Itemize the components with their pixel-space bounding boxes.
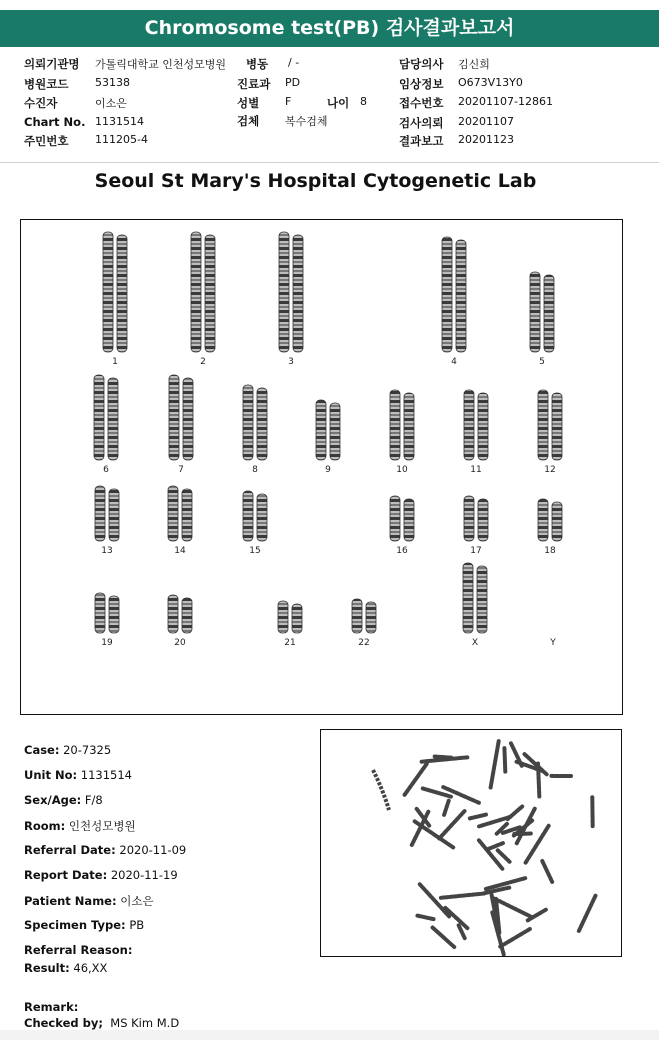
chromosome-21-a <box>278 601 288 633</box>
metaphase-chromosome <box>417 916 433 920</box>
unit-no-value: 1131514 <box>80 768 132 782</box>
receipt-no-value: 20201107-12861 <box>458 95 553 108</box>
chromosome-label-2: 2 <box>200 357 206 367</box>
karyotype-panel <box>20 219 623 715</box>
age-label: 나이 <box>327 96 350 110</box>
case-label: Case: <box>24 743 60 757</box>
hospital-code-value: 53138 <box>95 76 130 89</box>
chromosome-2-a <box>191 232 201 352</box>
sex-age-label: Sex/Age: <box>24 793 82 807</box>
chromosome-11-a <box>464 390 474 460</box>
metaphase-chromosome <box>542 861 552 882</box>
specimen-value: 복수검체 <box>285 115 328 128</box>
case-value: 20-7325 <box>63 743 112 757</box>
test-request-label: 검사의뢰 <box>399 116 444 130</box>
chromosome-label-6: 6 <box>103 465 109 475</box>
chromosome-label-11: 11 <box>470 465 482 475</box>
chromosome-3-a <box>279 232 289 352</box>
karyotype-image <box>21 220 622 714</box>
chromosome-14-b <box>182 489 192 541</box>
patient-name-value: 이소은 <box>120 894 154 908</box>
chromosome-label-10: 10 <box>396 465 408 475</box>
hospital-code-label: 병원코드 <box>24 77 69 91</box>
result-label: Result: <box>24 961 70 975</box>
report-date-value: 2020-11-19 <box>110 868 178 882</box>
chromosome-22-b <box>366 602 376 633</box>
chromosome-X-a <box>463 563 473 633</box>
sex-value: F <box>285 95 292 108</box>
chromosome-label-9: 9 <box>325 465 331 475</box>
report-date-label-kr: 결과보고 <box>399 134 444 148</box>
remark-label: Remark: <box>24 1000 79 1014</box>
chromosome-4-a <box>442 237 452 352</box>
chromosome-21-b <box>292 604 302 633</box>
metaphase-chromosome <box>504 748 505 771</box>
id-no-label: 주민번호 <box>24 134 69 148</box>
chromosome-label-X: X <box>471 638 479 648</box>
chromosome-label-15: 15 <box>249 546 261 556</box>
chromosome-7-a <box>169 375 179 460</box>
metaphase-chromosome <box>494 898 532 917</box>
chart-no-label: Chart No. <box>24 115 86 129</box>
chromosome-label-Y: Y <box>550 638 556 648</box>
chromosome-7-b <box>183 378 193 460</box>
metaphase-chromosome <box>441 894 484 898</box>
chromosome-label-1: 1 <box>112 357 118 367</box>
chromosome-15-b <box>257 494 267 541</box>
age-value: 8 <box>360 95 367 108</box>
receipt-no-label: 접수번호 <box>399 96 444 110</box>
requesting-org-label: 의뢰기관명 <box>24 57 80 71</box>
chromosome-label-17: 17 <box>470 546 482 556</box>
chromosome-8-a <box>243 385 253 460</box>
chromosome-label-3: 3 <box>288 357 294 367</box>
chromosome-16-a <box>390 496 400 541</box>
examinee-label: 수진자 <box>24 96 58 110</box>
chromosome-label-19: 19 <box>101 638 113 648</box>
sex-age-value: F/8 <box>84 793 103 807</box>
metaphase-chromosome <box>373 770 389 810</box>
metaphase-chromosome <box>435 757 452 758</box>
chromosome-5-b <box>544 275 554 352</box>
metaphase-chromosome <box>444 801 449 815</box>
requesting-org-value: 가톨릭대학교 인천성모병원 <box>95 58 227 71</box>
chromosome-11-b <box>478 393 488 460</box>
chromosome-6-b <box>108 378 118 460</box>
test-request-value: 20201107 <box>458 115 514 128</box>
chromosome-label-13: 13 <box>101 546 113 556</box>
ward-value: / - <box>288 56 300 69</box>
specimen-type-label: Specimen Type: <box>24 918 126 932</box>
chromosome-label-14: 14 <box>174 546 186 556</box>
metaphase-chromosome <box>433 928 455 947</box>
metaphase-chromosome <box>514 834 531 835</box>
chromosome-13-a <box>95 486 105 541</box>
chart-no-value: 1131514 <box>95 115 144 128</box>
chromosome-4-b <box>456 240 466 352</box>
id-no-value: 111205-4 <box>95 133 148 146</box>
chromosome-12-b <box>552 393 562 460</box>
referral-reason-label: Referral Reason: <box>24 943 133 957</box>
department-label: 진료과 <box>237 77 271 91</box>
chromosome-5-a <box>530 272 540 352</box>
chromosome-label-8: 8 <box>252 465 258 475</box>
chromosome-label-21: 21 <box>284 638 296 648</box>
referral-date-label: Referral Date: <box>24 843 116 857</box>
doctor-label: 담당의사 <box>399 57 444 71</box>
report-date-label: Report Date: <box>24 868 108 882</box>
chromosome-label-18: 18 <box>544 546 556 556</box>
chromosome-17-b <box>478 499 488 541</box>
metaphase-chromosome <box>487 843 502 849</box>
chromosome-label-5: 5 <box>539 357 545 367</box>
metaphase-chromosome <box>491 741 499 787</box>
chromosome-18-b <box>552 502 562 541</box>
chromosome-12-a <box>538 390 548 460</box>
chromosome-20-b <box>182 598 192 633</box>
ward-label: 병동 <box>246 57 269 71</box>
chromosome-10-b <box>404 393 414 460</box>
metaphase-panel <box>320 729 622 957</box>
chromosome-20-a <box>168 595 178 633</box>
chromosome-1-a <box>103 232 113 352</box>
chromosome-9-b <box>330 403 340 460</box>
department-value: PD <box>285 76 301 89</box>
metaphase-chromosome <box>420 884 450 917</box>
unit-no-label: Unit No: <box>24 768 78 782</box>
clinical-info-label: 임상정보 <box>399 77 444 91</box>
chromosome-17-a <box>464 496 474 541</box>
result-value: 46,XX <box>73 961 108 975</box>
chromosome-label-7: 7 <box>178 465 184 475</box>
chromosome-18-a <box>538 499 548 541</box>
patient-info-block <box>0 52 659 163</box>
chromosome-label-12: 12 <box>544 465 556 475</box>
chromosome-label-22: 22 <box>358 638 370 648</box>
chromosome-9-a <box>316 400 326 460</box>
lab-title: Seoul St Mary's Hospital Cytogenetic Lab <box>94 170 537 192</box>
chromosome-15-a <box>243 491 253 541</box>
metaphase-chromosome <box>499 929 530 947</box>
chromosome-2-b <box>205 235 215 352</box>
chromosome-10-a <box>390 390 400 460</box>
examinee-value: 이소은 <box>95 97 127 110</box>
doctor-value: 김신희 <box>458 58 490 71</box>
metaphase-chromosome <box>470 815 486 819</box>
chromosome-6-a <box>94 375 104 460</box>
metaphase-chromosome <box>498 850 511 862</box>
report-date-value-kr: 20201123 <box>458 133 514 146</box>
chromosome-X-b <box>477 566 487 633</box>
sex-label: 성별 <box>237 96 260 110</box>
report-title: Chromosome test(PB) 검사결과보고서 <box>0 10 659 47</box>
specimen-label: 검체 <box>237 114 260 128</box>
metaphase-chromosome <box>525 826 549 864</box>
chromosome-22-a <box>352 599 362 633</box>
chromosome-label-4: 4 <box>451 357 457 367</box>
chromosome-1-b <box>117 235 127 352</box>
metaphase-image <box>321 730 621 956</box>
checked-by-label: Checked by; <box>24 1016 103 1030</box>
metaphase-chromosome <box>579 896 596 932</box>
room-label: Room: <box>24 819 66 833</box>
chromosome-16-b <box>404 499 414 541</box>
referral-date-value: 2020-11-09 <box>119 843 187 857</box>
chromosome-label-20: 20 <box>174 638 186 648</box>
specimen-type-value: PB <box>129 918 145 932</box>
chromosome-13-b <box>109 489 119 541</box>
chromosome-8-b <box>257 388 267 460</box>
chromosome-19-a <box>95 593 105 633</box>
chromosome-19-b <box>109 596 119 633</box>
room-value: 인천성모병원 <box>68 819 136 833</box>
chromosome-label-16: 16 <box>396 546 408 556</box>
checked-by-value: MS Kim M.D <box>110 1016 180 1030</box>
chromosome-3-b <box>293 235 303 352</box>
chromosome-14-a <box>168 486 178 541</box>
patient-name-label: Patient Name: <box>24 894 117 908</box>
clinical-info-value: O673V13Y0 <box>458 76 523 89</box>
